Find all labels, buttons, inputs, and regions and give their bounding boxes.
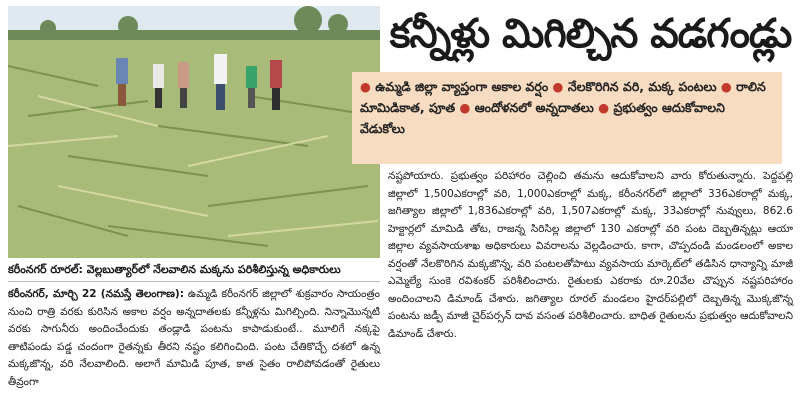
sub-bullet: నేలకొరిగిన వరి, మక్క పంటలు	[567, 79, 717, 94]
headline: కన్నీళ్లు మిగిల్చిన వడగండ్లు	[389, 11, 792, 57]
news-photo	[8, 6, 380, 258]
bullet-icon: ●	[459, 100, 475, 115]
article-text-left: ఉమ్మడి కరీంనగర్ జిల్లాలో శుక్రవారం సాయంత్రం నుంచి రాత్రి వరకు కురిసిన అకాల వర్షం అన్నదాతలకు కన్నీళ్లను మిగిల్చింది. నిన్నామొన్నటి వరకు సాగునీరు అందించేందుకు తండ్లాడి పంటను కాపాడుకుంటే.. మూలిగే నక్కపై తాటిపండు పడ్డ చందంగా రైతన్నకు తీరని నష్టం కలిగించింది. పంట చేతికొచ్చే దశలో ఉన్న మక్కజొన్న, వరి నేలవాలింది. అలాగే మామిడి పూత, కాత సైతం రాలిపోవడంతో రైతులు తీవ్రంగా	[8, 288, 380, 388]
flattened-crop-field-image	[8, 6, 380, 258]
bullet-icon: ●	[598, 100, 614, 115]
sub-bullet: రాలిన మామిడికాత, పూత	[360, 79, 766, 115]
article-column-left	[8, 286, 380, 391]
photo-caption: కరీంనగర్ రూరల్: వెల్లబుత్యార్‌లో నేలవాలిన మక్కను పరిశీలిస్తున్న అధికారులు	[8, 259, 380, 282]
sub-bullet: ప్రభుత్వం ఆదుకోవాలని వేడుకోలు	[360, 100, 725, 136]
sub-bullet: ఆందోళనలో అన్నదాతలు	[474, 100, 594, 115]
bullet-icon: ●	[720, 79, 737, 94]
subheadline-box	[352, 72, 782, 164]
sub-bullet: ఉమ్మడి జిల్లా వ్యాప్తంగా అకాల వర్షం	[375, 79, 549, 94]
article-column-right	[388, 168, 793, 343]
article-text-right: నష్టపోయారు. ప్రభుత్వం పరిహారం చెల్లించి తమను ఆదుకోవాలని వారు కోరుతున్నారు. పెద్దపల్లి జిల్లాలో 1,500ఎకరాల్లో వరి, 1,000ఎకరాల్లో మక్క, కరీంనగర్‌లో జిల్లాలో 336ఎకరాల్లో మక్క, జగిత్యాల జిల్లాలో 1,836ఎకరాల్లో వరి, 1,507ఎకరాల్లో మక్క, 33ఎకరాల్లో నువ్వులు, 862.6 హెక్టార్లలో మామిడి తోట, రాజన్న సిరిసిల్ల జిల్లాలో 130 ఎకరాల్లో వరి పంట దెబ్బతిన్నట్లు ఆయా జిల్లాల వ్యవసాయశాఖ అధికారులు వివరాలను వెల్లడించారు. కాగా, చొప్పదండి మండలంలో అకాల వర్షంతో నేలకొరిగిన మక్కజొన్న, వరి పంటలతోపాటు వ్యవసాయ మార్కెట్‌లో తడిసిన ధాన్యాన్ని మాజీ ఎమ్మెల్యే సుంకె రవిశంకర్ పరిశీలించారు. రైతులకు ఎకరాకు రూ.20వేల చొప్పున నష్టపరిహారం అందించాలని డిమాండ్ చేశారు. జగిత్యాల రూరల్ మండలం హైదర్‌పల్లిలో దెబ్బతిన్న మొక్కజొన్న పంటను జడ్పీ మాజీ చైర్‌పర్సన్ దావ వసంత పరిశీలించారు. బాధిత రైతులను ప్రభుత్వం ఆదుకోవాలని డిమాండ్ చేశారు.	[388, 170, 793, 340]
bullet-icon: ●	[552, 79, 568, 94]
dateline: కరీంనగర్, మార్చి 22 (నమస్తే తెలంగాణ):	[8, 288, 184, 300]
bullet-icon: ●	[360, 79, 376, 94]
